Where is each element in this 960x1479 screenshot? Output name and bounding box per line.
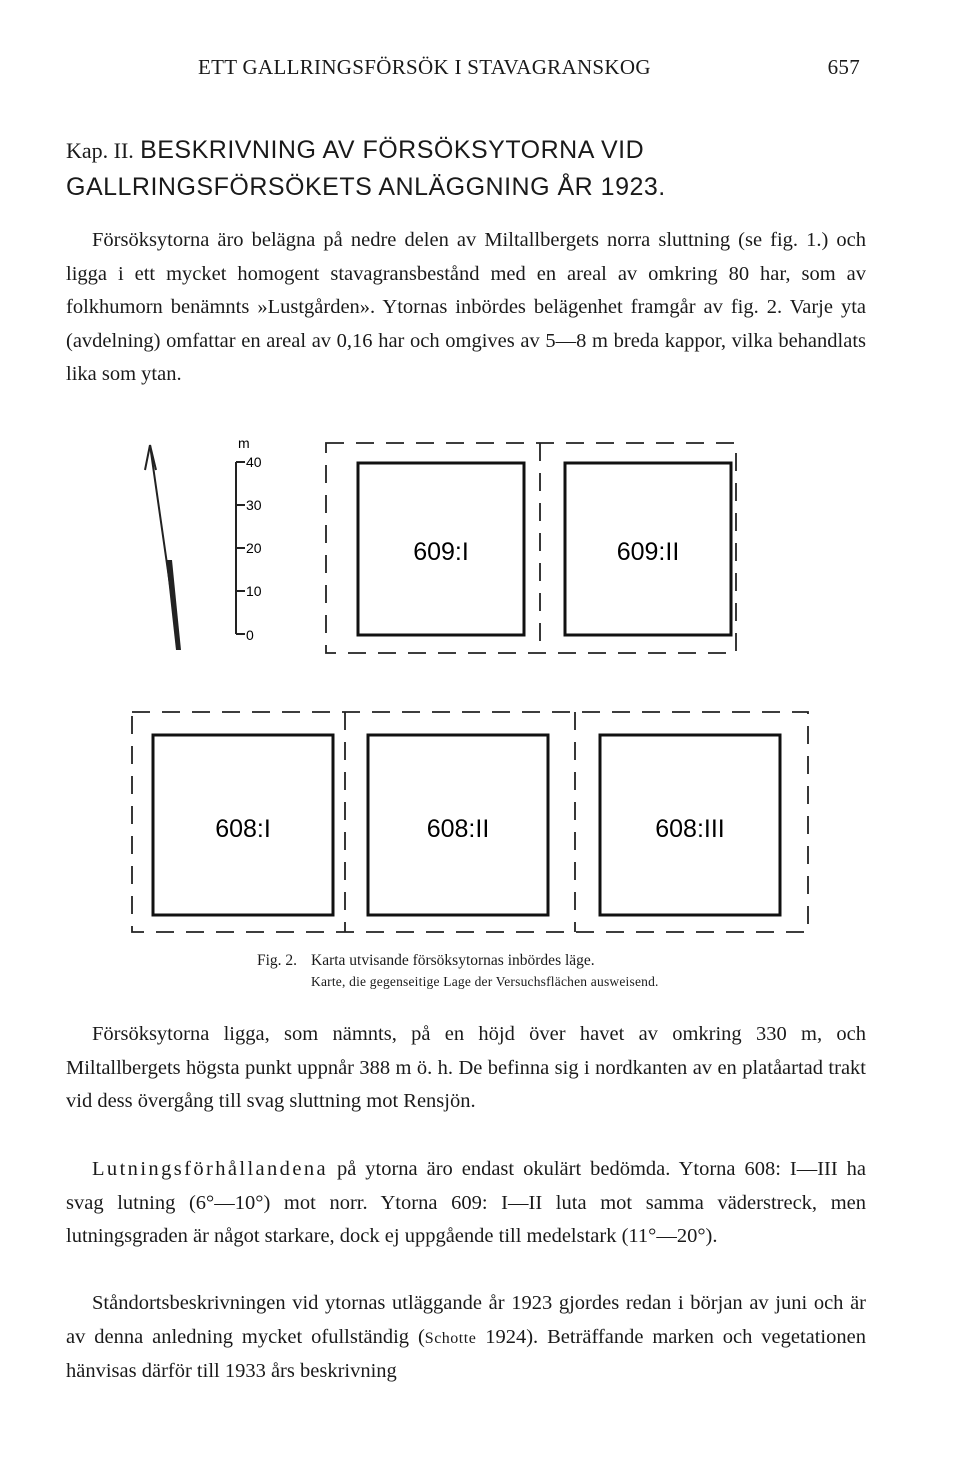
plot-label: 609:I <box>413 538 469 566</box>
plot-label: 609:II <box>616 538 680 566</box>
north-arrow-icon <box>145 445 181 650</box>
scale-tick-label: 40 <box>246 454 262 470</box>
plot-608-II <box>368 735 548 915</box>
figure-caption-text: Karta utvisande försöksytornas inbördes läge. <box>311 952 595 969</box>
scale-tick-label: 10 <box>246 583 262 599</box>
paragraph-4-before: Ståndortsbeskrivningen vid ytornas utläggande år 1923 gjordes redan i början av juni och är av denna anledning mycket ofullständig ( <box>66 1292 866 1348</box>
paragraph-2: Försöksytorna ligga, som nämnts, på en höjd över havet av omkring 330 m, och Miltallbergets högsta punkt uppnår 388 m ö. h. De befinna sig i nordkanten av en platåartad trakt vid dess övergång till svag sluttning mot Rensjön. <box>66 1023 866 1113</box>
chapter-number: Kap. II. <box>66 138 134 163</box>
figure-plot-map <box>0 420 960 950</box>
paragraph-1: Försöksytorna äro belägna på nedre delen av Miltallbergets norra sluttning (se fig. 1.) och ligga i ett mycket homogent stavagransbestånd med en areal av omkring 80 har, som av folkhumorn benämnts »Lustgården». Ytornas inbördes belägenhet framgår av fig. 2. Varje yta (avdelning) omfattar en areal av 0,16 har och omgives av 5—8 m breda kappor, vilka behandlats lika som ytan. <box>66 229 866 386</box>
plot-608-I <box>153 735 333 915</box>
chapter-title-line2: GALLRINGSFÖRSÖKETS ANLÄGGNING ÅR 1923. <box>66 173 666 201</box>
paragraph-4-author: Schotte <box>424 1329 477 1347</box>
plot-608-III <box>600 735 780 915</box>
plot-609-I <box>358 463 524 635</box>
paragraph-3-rest: på ytorna äro endast okulärt bedömda. Ytorna 608: I—III ha svag lutning (6°—10°) mot norr. Ytorna 609: I—II luta mot samma väderstreck, men lutningsgraden är något starkare, dock ej uppgående till medelstark (11°—20°). <box>66 1158 866 1248</box>
scale-tick-label: 30 <box>246 497 262 513</box>
paragraph-4 <box>66 1287 866 1389</box>
paragraph-3-lead: Lutningsförhållandena <box>92 1158 328 1180</box>
figure-caption-de: Karte, die gegenseitige Lage der Versuchsflächen ausweisend. <box>311 974 659 989</box>
paragraph-4-after: 1924). Beträffande marken och vegetationen hänvisas därför till 1933 års beskrivning <box>66 1325 866 1383</box>
scale-unit-label: m <box>238 435 250 451</box>
page-number: 657 <box>827 55 860 79</box>
chapter-heading <box>66 132 866 206</box>
plot-label: 608:III <box>655 815 725 843</box>
plot-label: 608:II <box>426 815 490 843</box>
running-head <box>66 55 866 85</box>
running-head-title: ETT GALLRINGSFÖRSÖK I STAVAGRANSKOG <box>198 55 651 79</box>
paragraph-3 <box>66 1153 866 1254</box>
plot-609-II <box>565 463 731 635</box>
scale-tick-label: 20 <box>246 540 262 556</box>
plot-label: 608:I <box>215 815 271 843</box>
scale-tick-label: 0 <box>246 627 254 643</box>
figure-caption-sv <box>257 952 877 970</box>
scale-bar <box>236 435 262 643</box>
figure-caption-label: Fig. 2. <box>257 952 298 969</box>
chapter-title-line1: BESKRIVNING AV FÖRSÖKSYTORNA VID <box>140 136 645 164</box>
